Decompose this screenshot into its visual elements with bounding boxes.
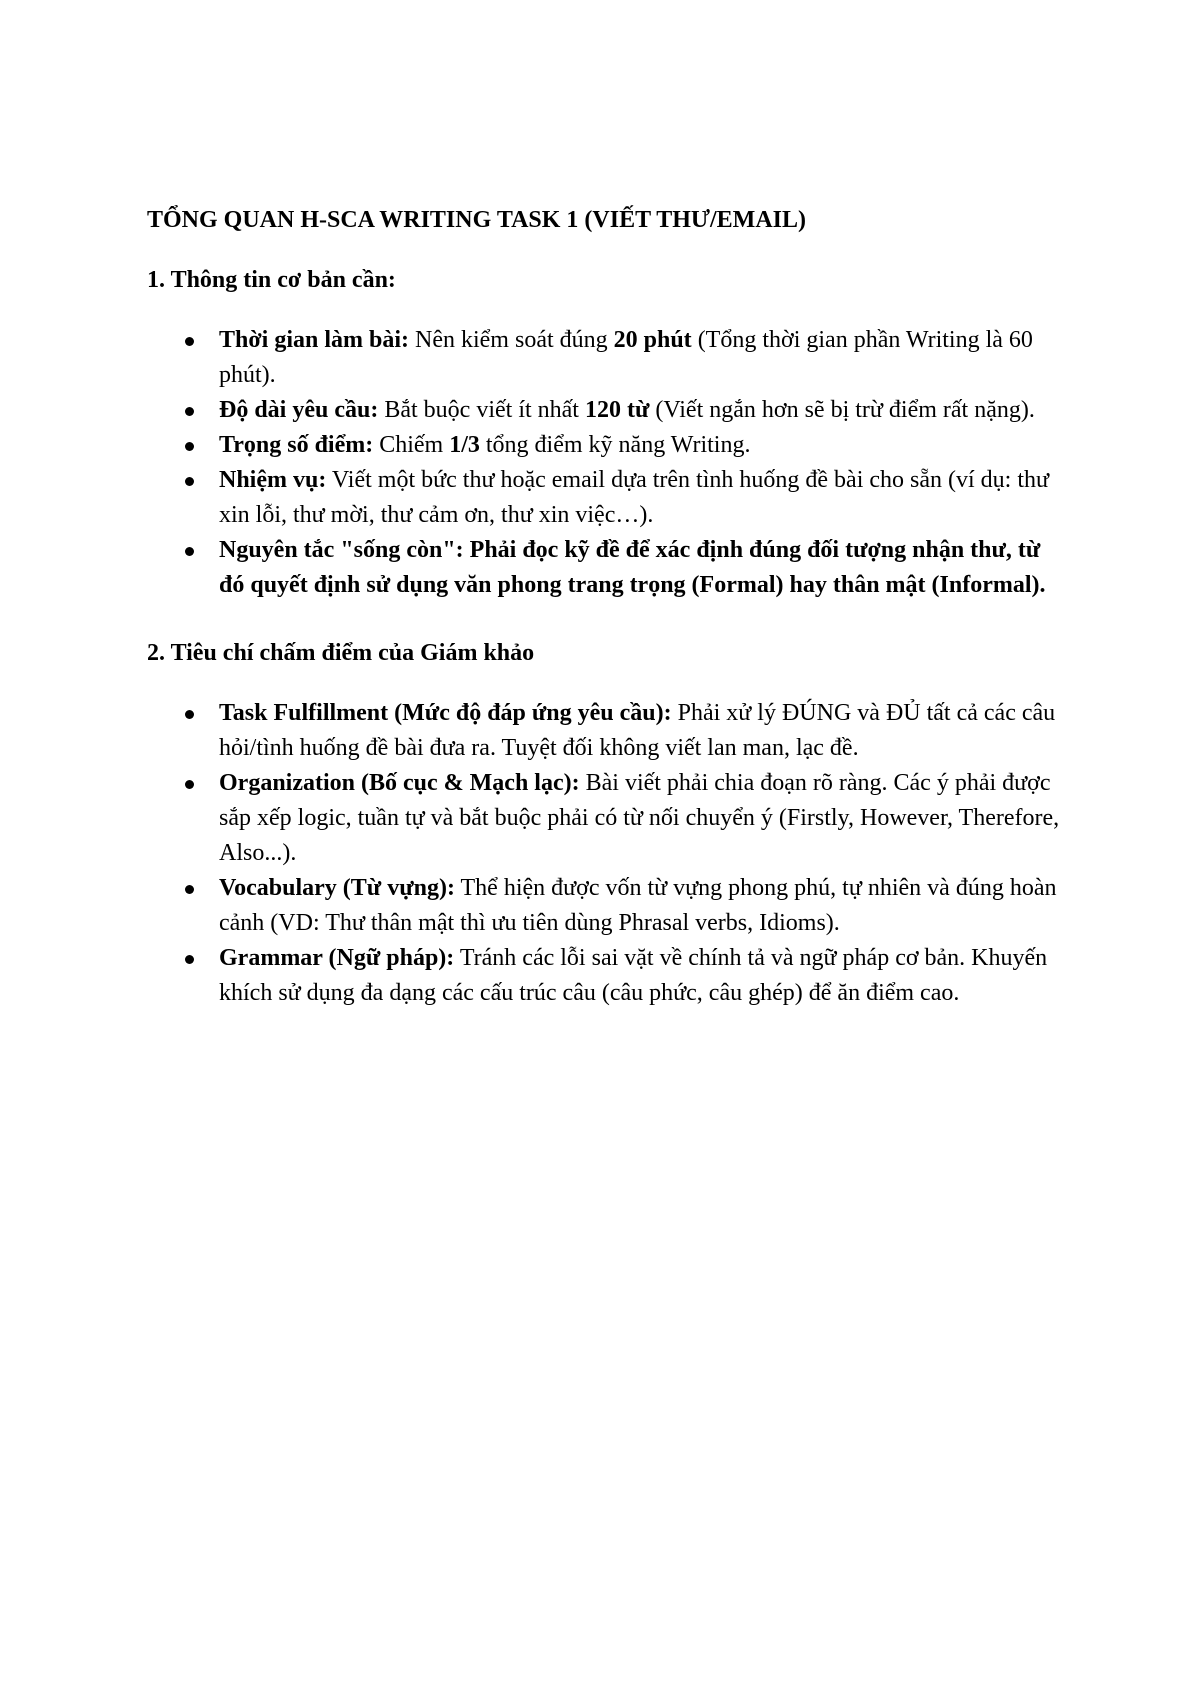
item-text: (Tổng thời gian phần Writing là 60 phút). xyxy=(219,327,1033,388)
list-item xyxy=(147,941,1067,1011)
item-text: Tránh các lỗi sai vặt về chính tả và ngữ pháp cơ bản. Khuyến khích sử dụng đa dạng các cấu trúc câu (câu phức, câu ghép) để ăn điểm cao. xyxy=(219,945,1048,1006)
item-label: Nguyên tắc "sống còn": Phải đọc kỹ đề để xác định đúng đối tượng nhận thư, từ đó quyết định sử dụng văn phong trang trọng (Formal) hay thân mật (Informal). xyxy=(219,537,1046,598)
list-item xyxy=(147,463,1067,533)
bullet-icon xyxy=(185,955,194,964)
item-text: Phải xử lý ĐÚNG và ĐỦ tất cả các câu hỏi/tình huống đề bài đưa ra. Tuyệt đối không viết lan man, lạc đề. xyxy=(219,700,1056,761)
item-text: Viết một bức thư hoặc email dựa trên tình huống đề bài cho sẵn (ví dụ: thư xin lỗi, thư mời, thư cảm ơn, thư xin việc…). xyxy=(219,467,1050,528)
bullet-list xyxy=(147,323,1067,603)
list-item xyxy=(147,428,1067,463)
bullet-icon xyxy=(185,337,194,346)
item-text: (Viết ngắn hơn sẽ bị trừ điểm rất nặng). xyxy=(649,397,1035,423)
item-label: Vocabulary (Từ vựng): xyxy=(219,875,455,901)
item-text: Bài viết phải chia đoạn rõ ràng. Các ý phải được sắp xếp logic, tuần tự và bắt buộc phải có từ nối chuyển ý (Firstly, However, Therefore, Also...). xyxy=(219,770,1060,866)
item-label: Thời gian làm bài: xyxy=(219,327,409,353)
item-text: Nên kiểm soát đúng xyxy=(409,327,614,353)
bullet-icon xyxy=(185,710,194,719)
item-text: tổng điểm kỹ năng Writing. xyxy=(479,432,751,458)
item-text: Bắt buộc viết ít nhất xyxy=(378,397,585,423)
bullet-icon xyxy=(185,442,194,451)
section-heading: 1. Thông tin cơ bản cần: xyxy=(147,267,396,293)
item-label: Nhiệm vụ: xyxy=(219,467,327,493)
item-label: Organization (Bố cục & Mạch lạc): xyxy=(219,770,580,796)
item-label: Grammar (Ngữ pháp): xyxy=(219,945,455,971)
item-text: Thể hiện được vốn từ vựng phong phú, tự nhiên và đúng hoàn cảnh (VD: Thư thân mật thì ưu tiên dùng Phrasal verbs, Idioms). xyxy=(219,875,1057,936)
item-emphasis: 20 phút xyxy=(613,327,692,353)
bullet-icon xyxy=(185,547,194,556)
bullet-icon xyxy=(185,477,194,486)
item-label: Task Fulfillment (Mức độ đáp ứng yêu cầu): xyxy=(219,700,672,726)
section-heading: 2. Tiêu chí chấm điểm của Giám khảo xyxy=(147,640,535,666)
item-emphasis: 120 từ xyxy=(584,397,650,423)
list-item xyxy=(147,766,1067,871)
bullet-icon xyxy=(185,885,194,894)
list-item xyxy=(147,871,1067,941)
item-emphasis: 1/3 xyxy=(449,432,480,458)
document-title: TỔNG QUAN H-SCA WRITING TASK 1 (VIẾT THƯ/EMAIL) xyxy=(147,207,807,233)
list-item xyxy=(147,533,1067,603)
item-text: Chiếm xyxy=(373,432,450,458)
list-item xyxy=(147,393,1067,428)
list-item xyxy=(147,323,1067,393)
item-label: Trọng số điểm: xyxy=(219,432,374,458)
bullet-icon xyxy=(185,780,194,789)
list-item xyxy=(147,696,1067,766)
document-body xyxy=(147,203,1067,1044)
bullet-icon xyxy=(185,407,194,416)
bullet-list xyxy=(147,696,1067,1011)
item-label: Độ dài yêu cầu: xyxy=(219,397,379,423)
